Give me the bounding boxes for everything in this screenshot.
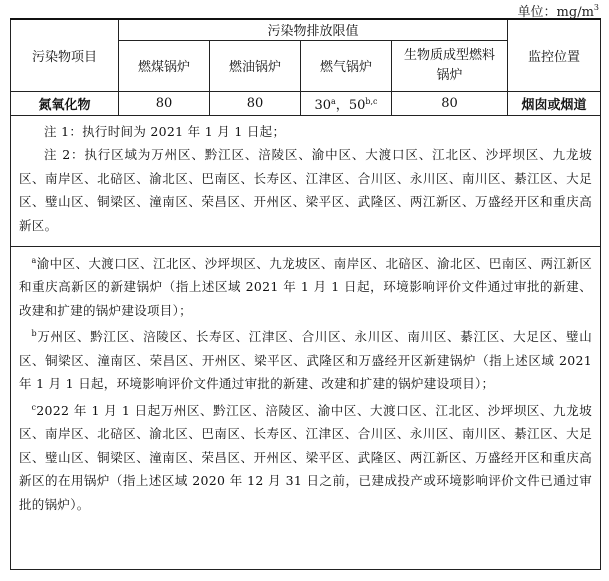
header-emission-limit-group: 污染物排放限值 — [119, 19, 508, 40]
gas-limit-b: 50 — [348, 97, 366, 113]
emission-limit-table — [10, 18, 601, 570]
footnotes-block — [11, 246, 601, 569]
cell-biomass-limit: 80 — [392, 91, 508, 115]
note-2: 注 2：执行区域为万州区、黔江区、涪陵区、渝中区、大渡口区、江北区、沙坪坝区、九龙坡区、南岸区、北碚区、渝北区、巴南区、长寿区、江津区、合川区、永川区、南川区、綦江区、大足区、璧山区、铜梁区、潼南区、荣昌区、开州区、梁平区、武隆区、两江新区、万盛经开区和重庆高新区。 — [19, 147, 593, 233]
cell-gas-limit — [301, 91, 392, 115]
footnote-c-text: 2022 年 1 月 1 日起万州区、黔江区、涪陵区、渝中区、大渡口区、江北区、沙坪坝区、九龙坡区、南岸区、北碚区、渝北区、巴南区、长寿区、江津区、合川区、永川区、南川区、綦江区、大足区、璧山区、铜梁区、潼南区、荣昌区、开州区、梁平区、武隆区、两江新区、万盛经开区和重庆高新区的在用锅炉（指上述区域 2020 年 12 月 31 日之前，已建成投产或环境影响评价文件已通过审批的锅炉）。 — [19, 402, 593, 512]
unit-value: mg/m — [556, 5, 594, 20]
header-monitor-location: 监控位置 — [508, 19, 601, 91]
gas-limit-sep: ， — [335, 97, 349, 113]
cell-pollutant-nox: 氮氧化物 — [11, 91, 119, 115]
gas-limit-b-mark: b,c — [365, 96, 378, 106]
notes-row — [11, 115, 601, 246]
header-gas-boiler: 燃气锅炉 — [301, 40, 392, 91]
footnote-a-mark: a — [31, 255, 37, 265]
footnote-c — [19, 396, 592, 517]
cell-monitor-location: 烟囱或烟道 — [508, 91, 601, 115]
footnote-a-text: 渝中区、大渡口区、江北区、沙坪坝区、九龙坡区、南岸区、北碚区、渝北区、巴南区、两江新区和重庆高新区的新建锅炉（指上述区域 2021 年 1 月 1 日起，环境影响评价文件通过审批的新建、改建和扩建的锅炉建设项目）； — [19, 255, 593, 318]
unit-label — [518, 0, 599, 18]
footnote-b-text: 万州区、黔江区、涪陵区、长寿区、江津区、合川区、永川区、南川区、綦江区、大足区、璧山区、铜梁区、潼南区、荣昌区、开州区、梁平区、武隆区和万盛经开区新建锅炉（指上述区域 2021 年 1 月 1 日起，环境影响评价文件通过审批的新建、改建和扩建的锅炉建设项目）； — [19, 329, 593, 391]
unit-prefix: 单位： — [517, 5, 557, 20]
cell-coal-limit: 80 — [119, 91, 210, 115]
footnotes-row — [11, 246, 601, 569]
footnote-c-mark: c — [31, 402, 37, 412]
footnote-b-mark: b — [31, 329, 37, 338]
cell-oil-limit: 80 — [210, 91, 301, 115]
notes-block — [11, 115, 601, 246]
gas-limit-a-mark: a — [331, 96, 336, 106]
note-1: 注 1：执行时间为 2021 年 1 月 1 日起； — [44, 123, 286, 139]
header-coal-boiler: 燃煤锅炉 — [119, 40, 210, 91]
unit-superscript: 3 — [593, 3, 599, 12]
gas-limit-a: 30 — [314, 97, 332, 113]
header-pollutant-item: 污染物项目 — [11, 19, 119, 91]
table-row — [11, 91, 601, 115]
footnote-b — [19, 322, 592, 396]
footnote-a — [19, 249, 592, 323]
header-biomass-boiler: 生物质成型燃料锅炉 — [392, 40, 508, 91]
header-oil-boiler: 燃油锅炉 — [210, 40, 301, 91]
